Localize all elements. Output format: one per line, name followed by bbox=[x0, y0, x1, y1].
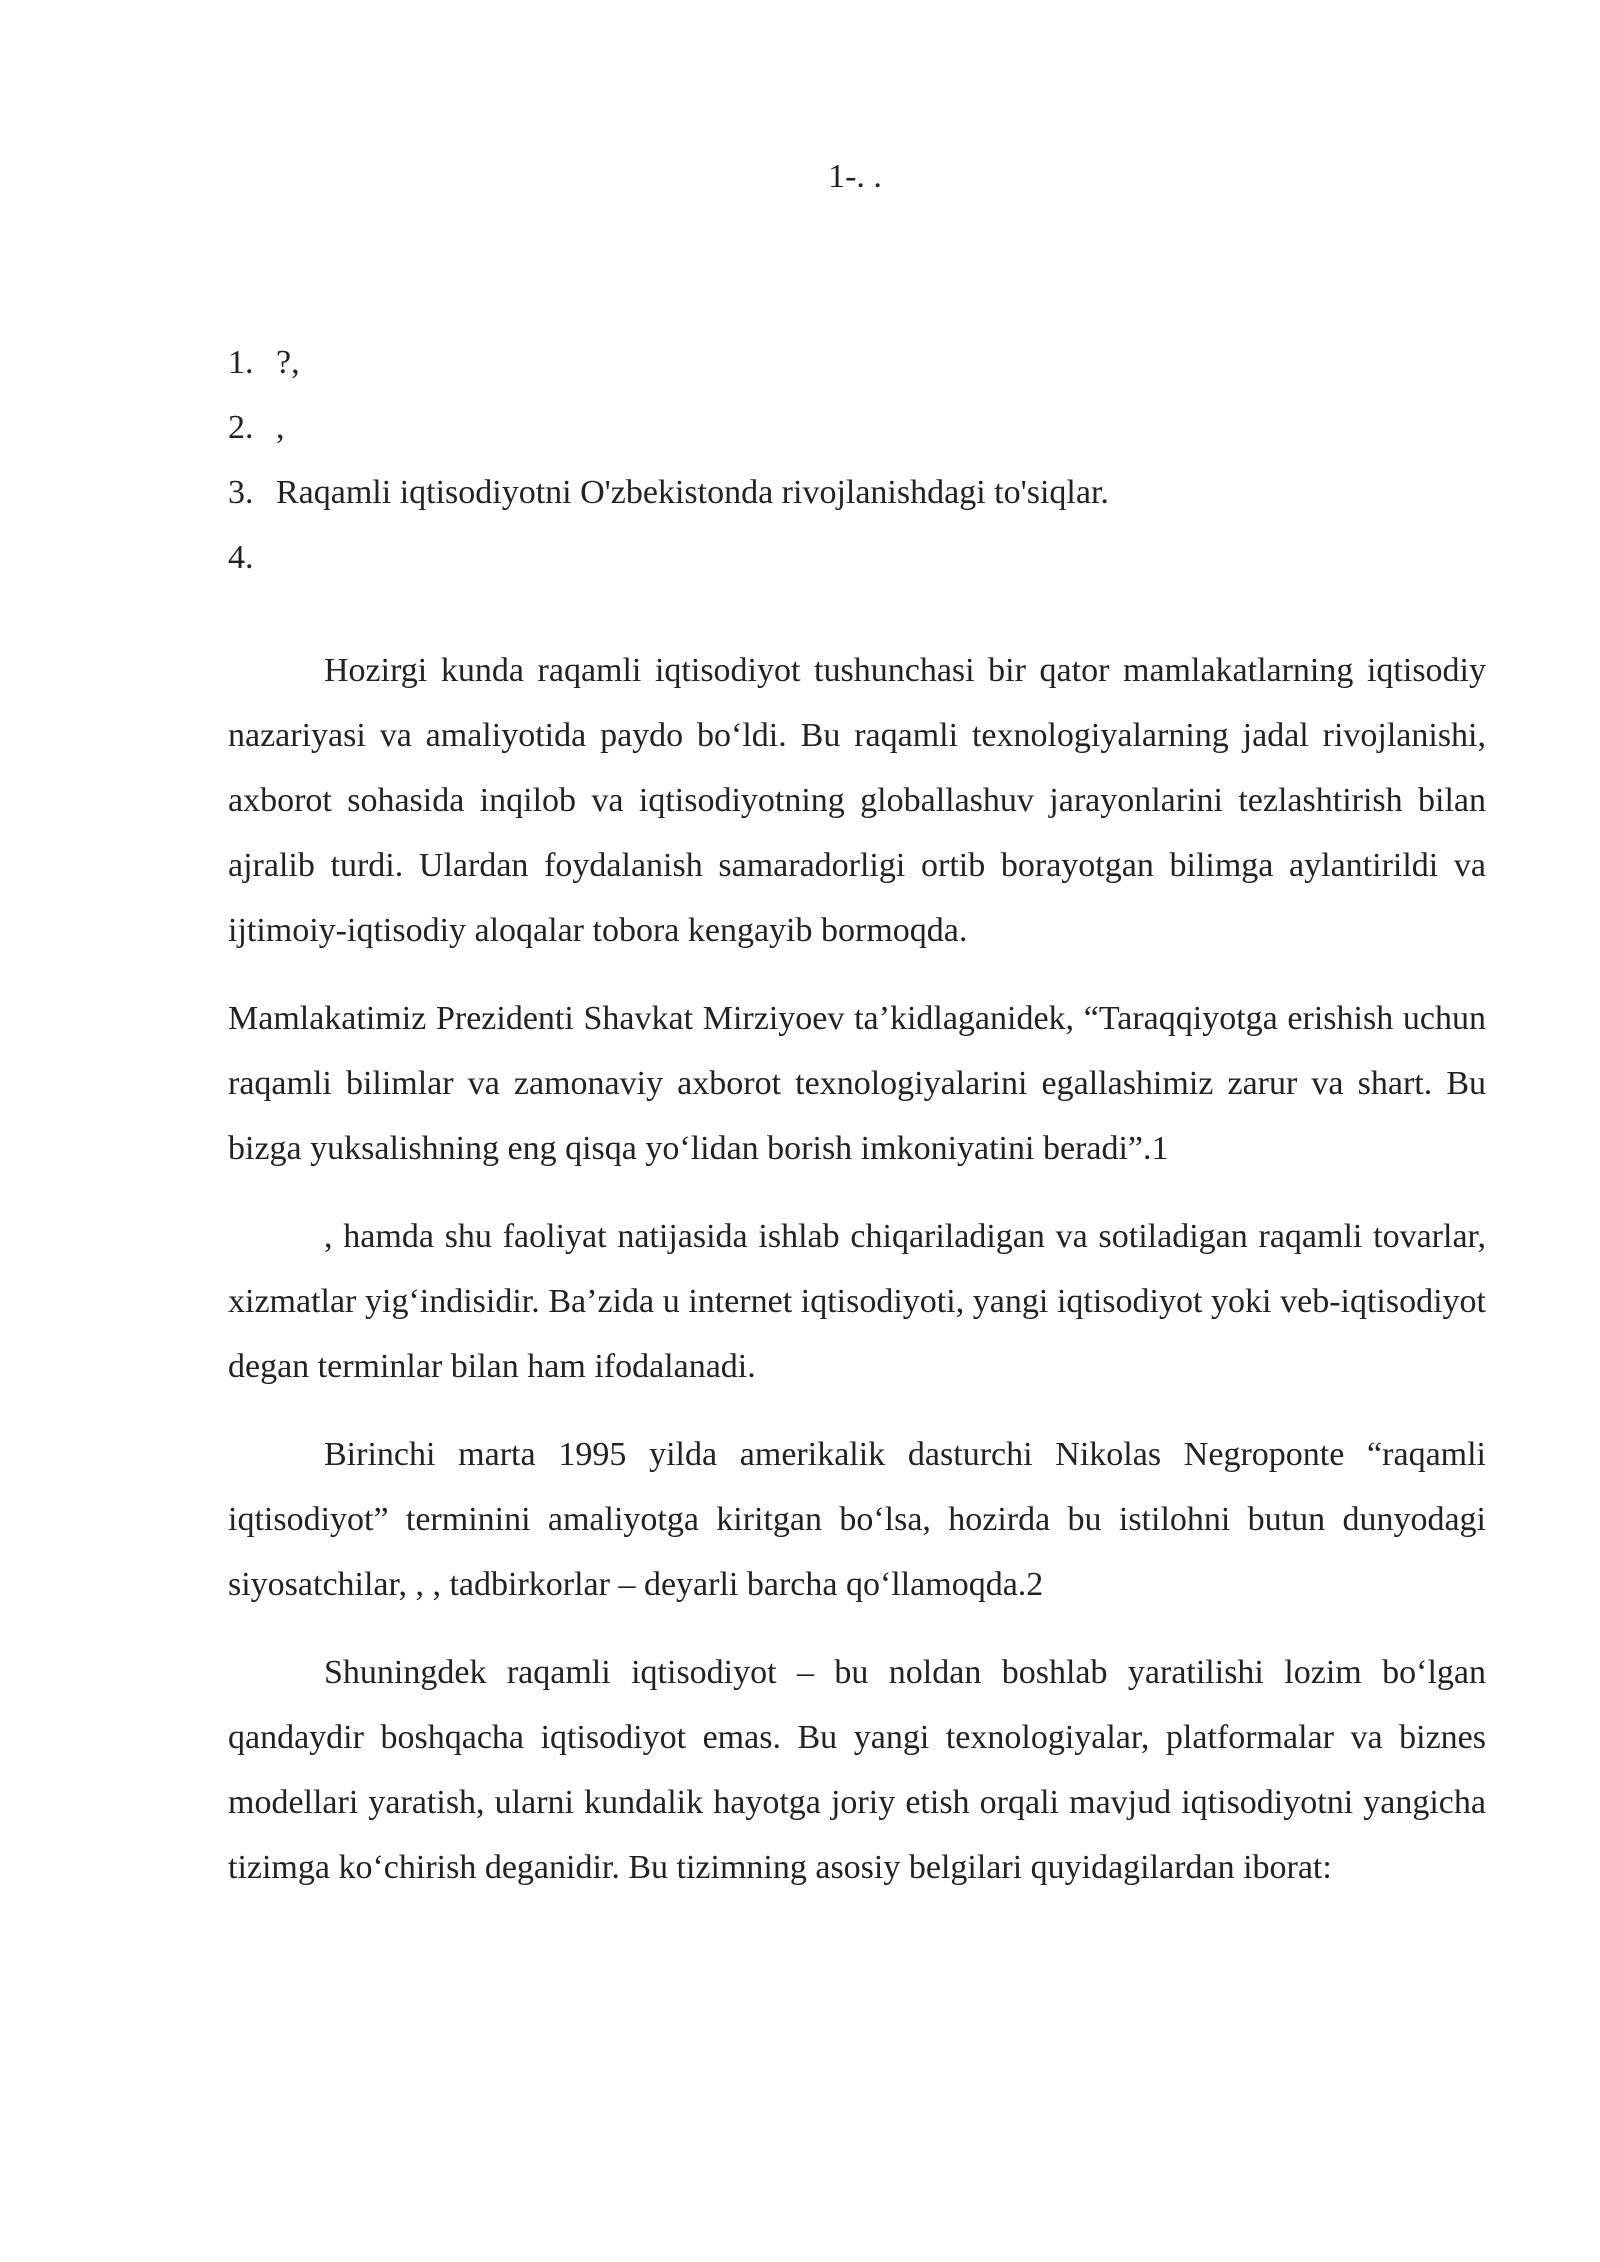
body-paragraph: Birinchi marta 1995 yilda amerikalik dasturchi Nikolas Negroponte “raqamli iqtisodiyot” terminini amaliyotga kiritgan bo‘lsa, hozirda bu istilohni butun dunyodagi siyosatchilar, , , tadbirkorlar – deyarli barcha qo‘llamoqda.2 bbox=[228, 1436, 1486, 1603]
body-paragraph: Mamlakatimiz Prezidenti Shavkat Mirziyoev ta’kidlaganidek, “Taraqqiyotga erishish uchun raqamli bilimlar va zamonaviy axborot texnologiyalarini egallashimiz zarur va shart. Bu bizga yuksalishning eng qisqa yo‘lidan borish imkoniyatini beradi”.1 bbox=[228, 1000, 1486, 1167]
outline-item bbox=[228, 460, 1488, 525]
outline-item-number: 3. bbox=[228, 473, 254, 511]
outline-item-number: 1. bbox=[228, 343, 254, 381]
outline-list bbox=[228, 330, 1488, 590]
outline-item-text: ?, bbox=[276, 343, 300, 381]
outline-item bbox=[228, 395, 1488, 460]
outline-item bbox=[228, 525, 1488, 590]
outline-item-number: 2. bbox=[228, 408, 254, 446]
document-body bbox=[228, 638, 1486, 1923]
outline-item bbox=[228, 330, 1488, 395]
outline-item-number: 4. bbox=[228, 538, 254, 576]
body-paragraph: Hozirgi kunda raqamli iqtisodiyot tushunchasi bir qator mamlakatlarning iqtisodiy nazariyasi va amaliyotida paydo bo‘ldi. Bu raqamli texnologiyalarning jadal rivojlanishi, axborot sohasida inqilob va iqtisodiyotning globallashuv jarayonlarini tezlashtirish bilan ajralib turdi. Ulardan foydalanish samaradorligi ortib borayotgan bilimga aylantirildi va ijtimoiy-iqtisodiy aloqalar tobora kengayib bormoqda. bbox=[228, 652, 1486, 949]
page-heading: 1-. . bbox=[828, 158, 882, 195]
outline-item-text: , bbox=[276, 408, 285, 446]
body-paragraph: Shuningdek raqamli iqtisodiyot – bu noldan boshlab yaratilishi lozim bo‘lgan qandaydir boshqacha iqtisodiyot emas. Bu yangi texnologiyalar, platformalar va biznes modellari yaratish, ularni kundalik hayotga joriy etish orqali mavjud iqtisodiyotni yangicha tizimga ko‘chirish deganidir. Bu tizimning asosiy belgilari quyidagilardan iborat: bbox=[228, 1654, 1486, 1886]
body-paragraph: , hamda shu faoliyat natijasida ishlab chiqariladigan va sotiladigan raqamli tovarlar, xizmatlar yig‘indisidir. Ba’zida u internet iqtisodiyoti, yangi iqtisodiyot yoki veb-iqtisodiyot degan terminlar bilan ham ifodalanadi. bbox=[228, 1218, 1486, 1385]
outline-item-text: Raqamli iqtisodiyotni O'zbekistonda rivojlanishdagi to'siqlar. bbox=[276, 473, 1109, 511]
